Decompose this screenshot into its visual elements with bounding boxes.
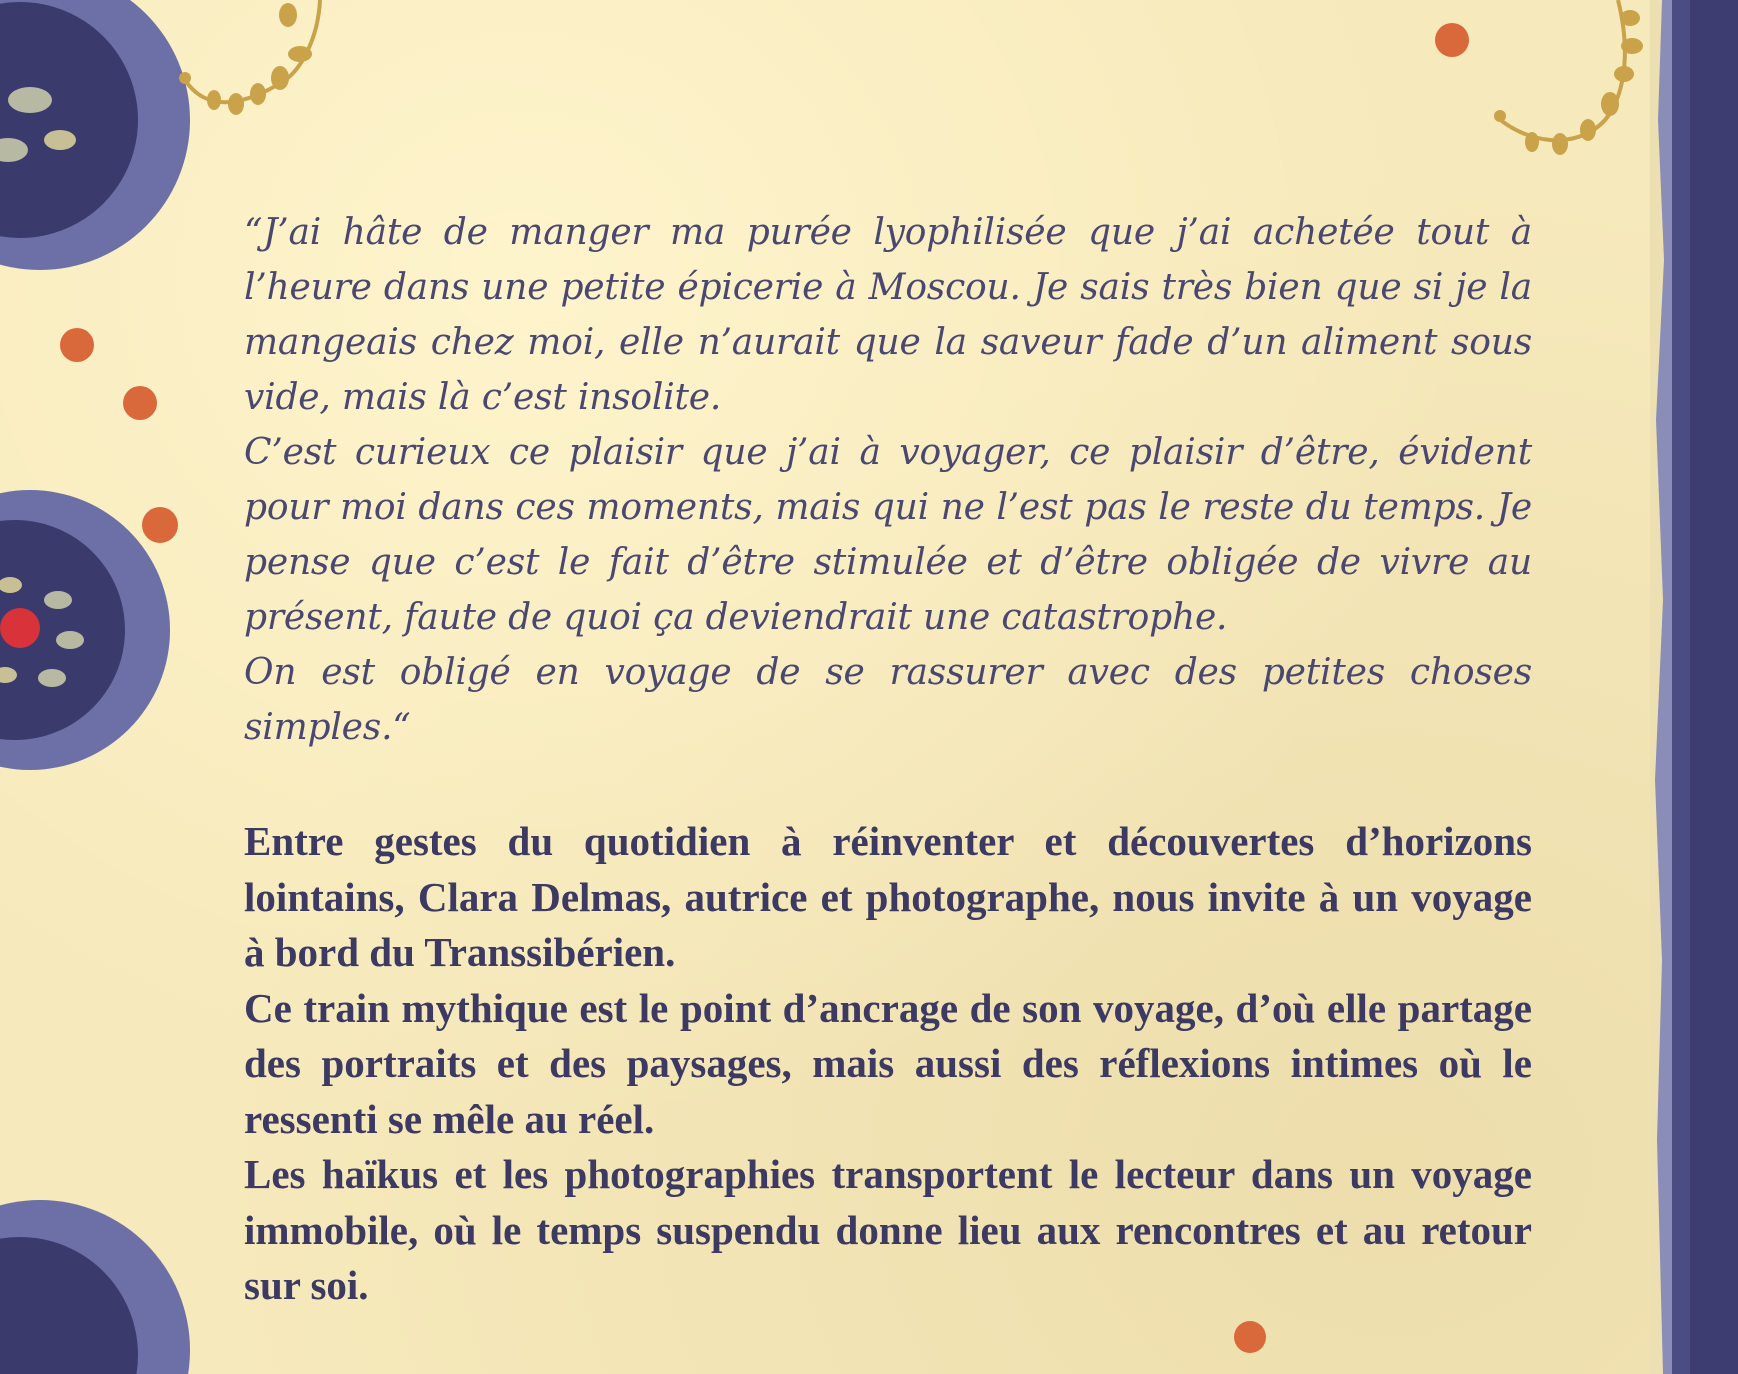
quote-paragraph: C’est curieux ce plaisir que j’ai à voyager, ce plaisir d’être, évident pour moi dans ces moments, mais qui ne l’est pas le reste du temps. Je pense que c’est le fait d’être stimulée et d’être obligée de vivre au présent, faute de quoi ça deviendrait une catastrophe. <box>244 432 1532 638</box>
description-paragraph: Entre gestes du quotidien à réinventer et découvertes d’horizons lointains, Clara Delmas, autrice et photographe, nous invite à un voyage à bord du Transsibérien. <box>244 818 1532 975</box>
description-block <box>244 814 1532 1314</box>
gold-vine-top-left <box>179 0 320 115</box>
quote-paragraph: On est obligé en voyage de se rassurer avec des petites choses simples.“ <box>244 652 1532 748</box>
flower-bottom-left <box>0 1200 190 1374</box>
quote-paragraph: “J’ai hâte de manger ma purée lyophilisée que j’ai achetée tout à l’heure dans une petite épicerie à Moscou. Je sais très bien que si je la mangeais chez moi, elle n’aurait que la saveur fade d’un aliment sous vide, mais là c’est insolite. <box>244 212 1532 418</box>
gold-vine-top-right <box>1494 0 1643 155</box>
description-paragraph: Les haïkus et les photographies transportent le lecteur dans un voyage immobile, où le temps suspendu donne lieu aux rencontres et au retour sur soi. <box>244 1151 1532 1308</box>
description-paragraph: Ce train mythique est le point d’ancrage de son voyage, d’où elle partage des portraits et des paysages, mais aussi des réflexions intimes où le ressenti se mêle au réel. <box>244 984 1532 1142</box>
right-spine-decoration <box>1650 0 1738 1374</box>
flower-top-left <box>0 0 190 270</box>
quote-block <box>244 205 1532 755</box>
